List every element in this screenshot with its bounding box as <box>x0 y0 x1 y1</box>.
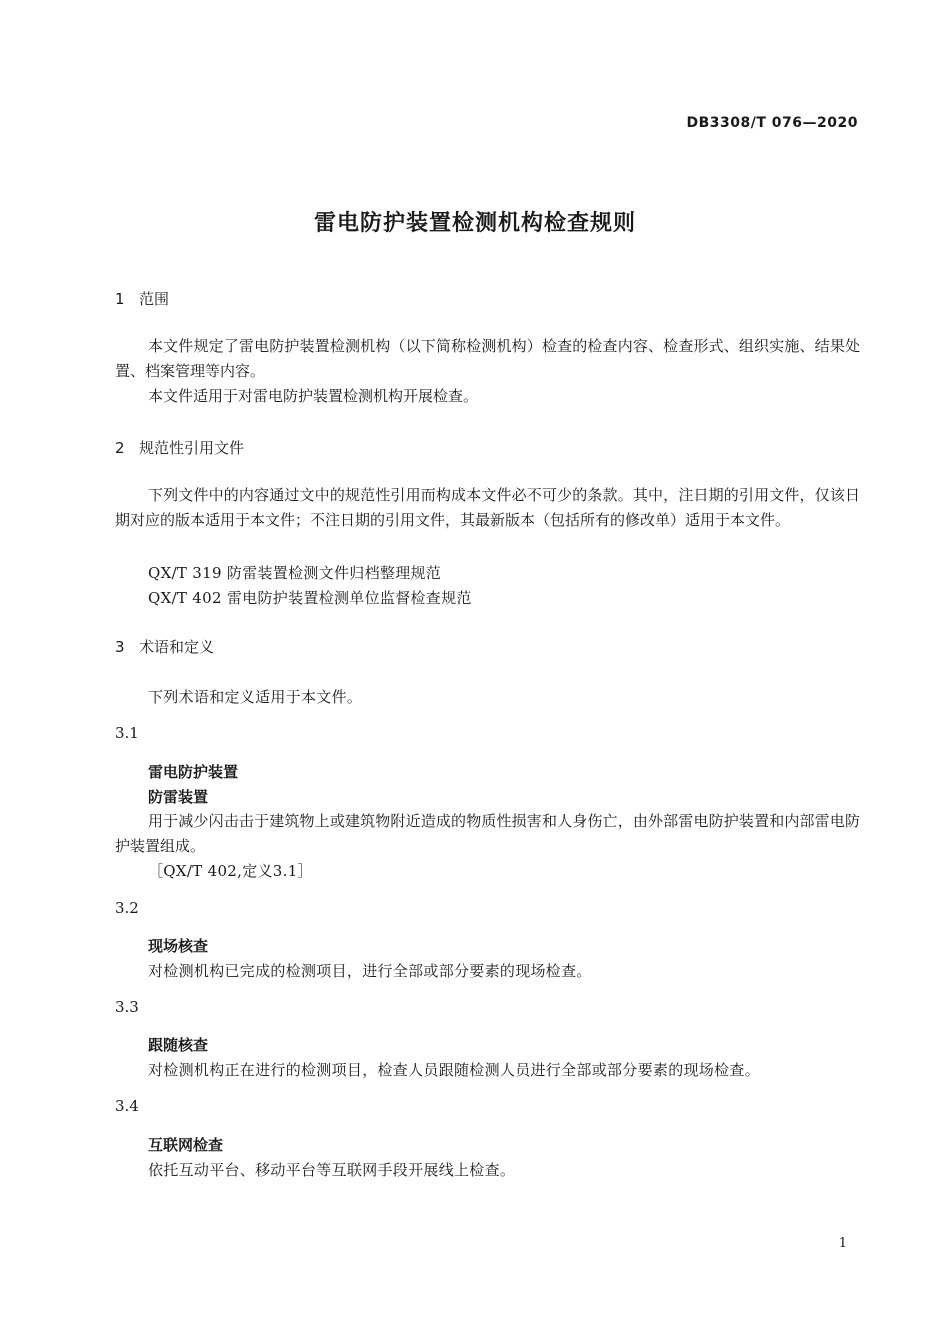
section-1-paragraph-1: 本文件规定了雷电防护装置检测机构（以下简称检测机构）检查的检查内容、检查形式、组织实施、结果处置、档案管理等内容。 <box>115 337 860 380</box>
reference-item: QX/T 402 雷电防护装置检测单位监督检查规范 <box>148 589 472 607</box>
term-source: ［QX/T 402,定义3.1］ <box>148 862 313 880</box>
section-title: 范围 <box>139 290 170 308</box>
section-number: 3 <box>115 638 125 656</box>
term-name: 雷电防护装置 <box>148 763 239 781</box>
term-definition: 依托互动平台、移动平台等互联网手段开展线上检查。 <box>148 1161 516 1179</box>
document-code: DB3308/T 076—2020 <box>686 115 858 131</box>
section-2-heading <box>115 437 244 458</box>
page-number: 1 <box>838 1236 847 1251</box>
term-name: 跟随核查 <box>148 1036 209 1054</box>
term-number: 3.2 <box>115 899 139 917</box>
section-title: 术语和定义 <box>139 638 215 656</box>
term-definition: 对检测机构已完成的检测项目，进行全部或部分要素的现场检查。 <box>148 962 592 980</box>
section-3-intro: 下列术语和定义适用于本文件。 <box>148 688 363 706</box>
term-definition: 用于减少闪击击于建筑物上或建筑物附近造成的物质性损害和人身伤亡，由外部雷电防护装置和内部雷电防护装置组成。 <box>115 812 860 855</box>
term-definition: 对检测机构正在进行的检测项目，检查人员跟随检测人员进行全部或部分要素的现场检查。 <box>148 1061 761 1079</box>
section-3-heading <box>115 636 214 657</box>
reference-item: QX/T 319 防雷装置检测文件归档整理规范 <box>148 564 442 582</box>
section-1-heading <box>115 288 169 309</box>
section-number: 1 <box>115 290 125 308</box>
section-number: 2 <box>115 439 125 457</box>
page-title: 雷电防护装置检测机构检查规则 <box>313 211 636 236</box>
term-name: 互联网检查 <box>148 1136 224 1154</box>
term-number: 3.4 <box>115 1097 139 1115</box>
section-title: 规范性引用文件 <box>139 439 245 457</box>
term-alternative: 防雷装置 <box>148 788 209 806</box>
section-1-paragraph-2: 本文件适用于对雷电防护装置检测机构开展检查。 <box>148 387 479 405</box>
term-number: 3.1 <box>115 724 139 742</box>
term-number: 3.3 <box>115 998 139 1016</box>
term-name: 现场核查 <box>148 937 209 955</box>
section-2-paragraph-1: 下列文件中的内容通过文中的规范性引用而构成本文件必不可少的条款。其中，注日期的引用文件，仅该日期对应的版本适用于本文件；不注日期的引用文件，其最新版本（包括所有的修改单）适用于本文件。 <box>115 486 860 529</box>
